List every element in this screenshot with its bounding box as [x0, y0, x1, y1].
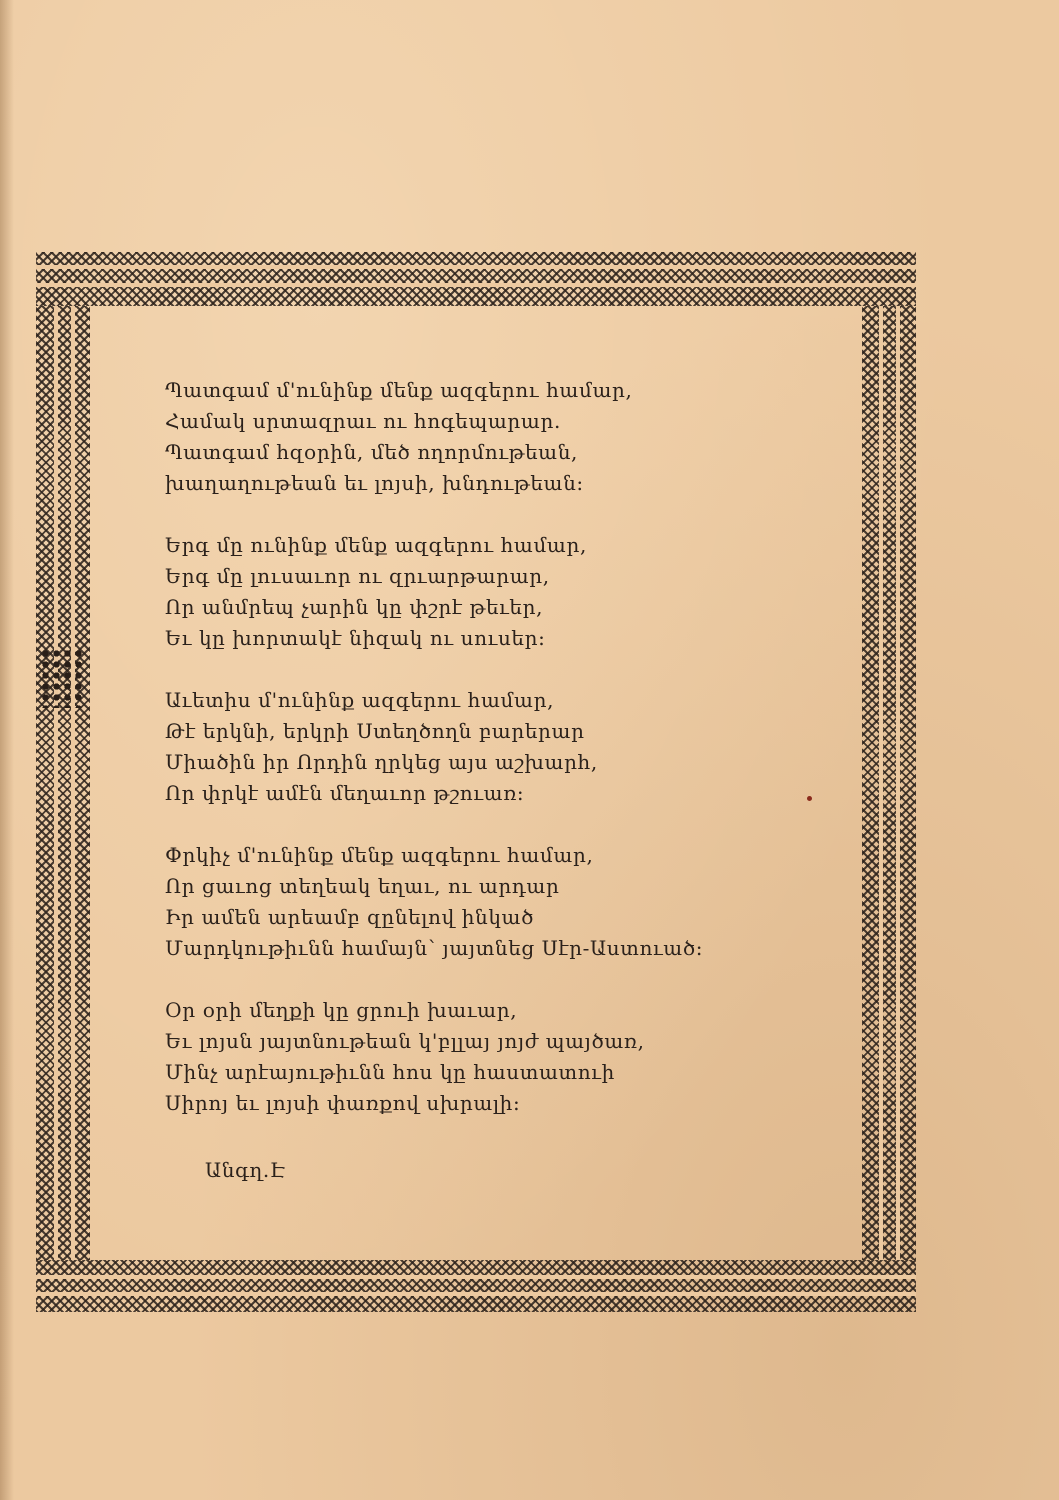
poem-line: Օր օրի մեղքի կը ցրուի խաւար,	[165, 998, 518, 1022]
border-gap	[54, 306, 58, 1260]
poem-line: Որ փրկէ ամէն մեղաւոր թշուառ։	[165, 781, 525, 805]
poem-stanza	[165, 995, 845, 1119]
border-gap	[36, 1275, 916, 1279]
border-ornament-blot	[40, 648, 84, 708]
poem-stanza	[165, 530, 845, 654]
poem-line: Թէ երկնի, երկրի Ստեղծողն բարերար	[165, 719, 585, 743]
ornamental-border-bottom	[36, 1260, 916, 1312]
poem-line: Սիրոյ եւ լոյսի փառքով սխրալի։	[165, 1091, 521, 1115]
poem-line: Երգ մը լուսաւոր ու զրւարթարար,	[165, 564, 550, 588]
poem-line: Պատգամ հզօրին, մեծ ողորմութեան,	[165, 440, 579, 464]
poem-line: Համակ սրտազրաւ ու հոգեպարար.	[165, 409, 561, 433]
poem-body	[165, 375, 845, 1150]
border-gap	[36, 1292, 916, 1296]
poem-line: Փրկիչ մ'ունինք մենք ազգերու համար,	[165, 843, 594, 867]
border-gap	[879, 306, 883, 1260]
poem-line: Պատգամ մ'ունինք մենք ազգերու համար,	[165, 378, 633, 402]
poem-line: Մինչ արէայութիւնն հոս կը հաստատուի	[165, 1060, 615, 1084]
ornamental-border-left	[36, 306, 90, 1260]
poem-stanza	[165, 685, 845, 809]
ornamental-border-top	[36, 252, 916, 306]
page-spine-shadow	[0, 0, 14, 1500]
poem-line: Աւետիս մ'ունինք ազգերու համար,	[165, 688, 555, 712]
border-gap	[71, 306, 75, 1260]
border-gap	[36, 265, 916, 269]
poem-line: Եւ լոյսն յայտնութեան կ'բլլայ յոյժ պայծառ,	[165, 1029, 645, 1053]
border-gap	[36, 283, 916, 287]
poem-signature: Անգղ.Է	[205, 1158, 286, 1182]
poem-line: Եւ կը խորտակէ նիզակ ու սուսեր։	[165, 626, 546, 650]
border-gap	[896, 306, 900, 1260]
poem-stanza	[165, 840, 845, 964]
poem-line: Որ ցաւոց տեղեակ եղաւ, ու արդար	[165, 874, 560, 898]
poem-line: Որ անմրեպ չարին կը փշրէ թեւեր,	[165, 595, 544, 619]
poem-line: Երգ մը ունինք մենք ազգերու համար,	[165, 533, 587, 557]
ornamental-border-right	[862, 306, 916, 1260]
poem-stanza	[165, 375, 845, 499]
poem-line: խաղաղութեան եւ լոյսի, խնդութեան։	[165, 471, 584, 495]
poem-line: Մարդկութիւնն համայն՝ յայտնեց Սէր-Աստուած։	[165, 936, 704, 960]
poem-line: Իր ամեն արեամբ զընելով ինկած	[165, 905, 534, 929]
poem-line: Միածին իր Որդին ղրկեց այս աշխարհ,	[165, 750, 598, 774]
